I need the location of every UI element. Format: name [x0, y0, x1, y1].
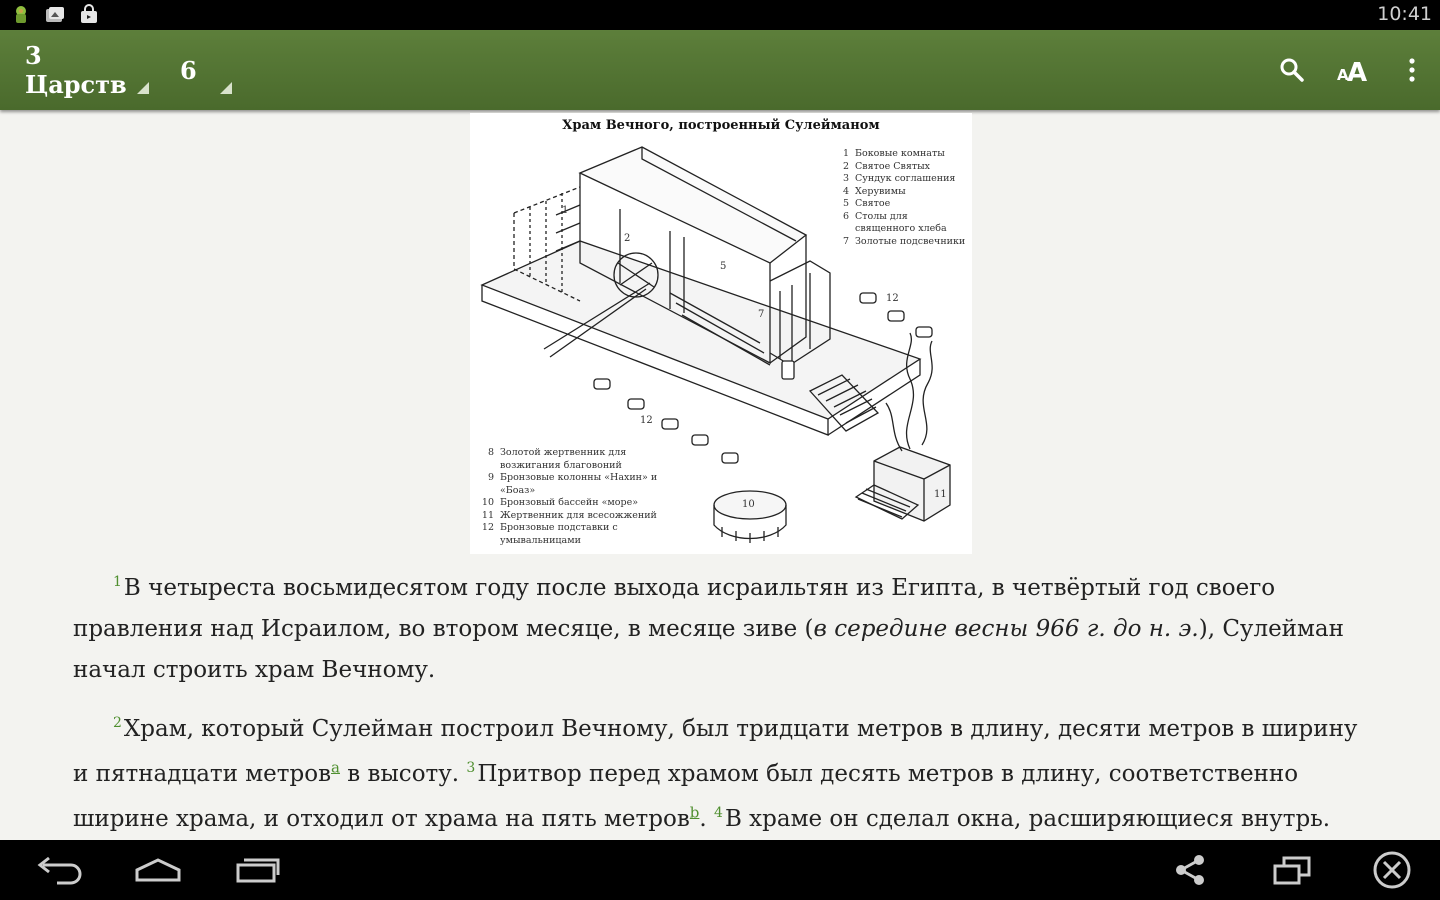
verse-text: . [699, 806, 715, 832]
status-time: 10:41 [1377, 3, 1432, 25]
legend-item: 10 Бронзовый бассейн «море» [481, 497, 639, 508]
window-button[interactable] [1262, 848, 1322, 892]
legend-item: 1 Боковые комнаты [842, 148, 945, 159]
callout-label: 7 [758, 309, 765, 320]
back-icon [35, 855, 81, 885]
footnote-link[interactable]: b [689, 803, 700, 822]
legend-item: 8 Золотой жертвенник для возжигания благовоний [487, 447, 627, 471]
search-icon [1279, 57, 1305, 83]
recent-apps-button[interactable] [228, 848, 288, 892]
search-button[interactable] [1270, 48, 1314, 92]
callout-label: 5 [720, 261, 727, 272]
figure-legend-bottom [478, 447, 688, 547]
legend-item: 6 Столы для священного хлеба [842, 210, 947, 234]
figure-legend-top [833, 148, 969, 248]
callout-label: 2 [624, 233, 631, 244]
verse-text: в высоту. [339, 761, 467, 787]
verse-text: Храм, который Сулейман построил Вечному, был тридцати метров в длину, десяти метров в ширину и пятнадцати метров [73, 716, 1358, 787]
share-button[interactable] [1160, 848, 1220, 892]
dropdown-indicator-icon [137, 82, 149, 94]
verse-text: ), Сулейман начал строить храм Вечному. [73, 616, 1344, 683]
callout-label: 1 [562, 205, 569, 216]
shopping-bag-icon [78, 4, 100, 26]
legend-item: 11 Жертвенник для всесожжений [481, 509, 657, 521]
book-title: 3 Царств [25, 41, 127, 99]
callout-label: 10 [742, 499, 755, 510]
window-icon [1272, 854, 1312, 886]
footnote-link[interactable]: a [331, 758, 340, 777]
figure-title: Храм Вечного, построенный Сулейманом [562, 118, 880, 133]
system-nav-bar [0, 840, 1440, 900]
reading-content[interactable] [0, 110, 1440, 840]
status-bar [0, 0, 1440, 30]
action-bar [0, 30, 1440, 110]
home-icon [133, 856, 183, 884]
legend-item: 4 Херувимы [842, 185, 906, 197]
verse-text: В четыреста восьмидесятом году после выхода исраильтян из Египта, в четвёртый год своего правления над Исраилом, во втором месяце, в месяце зиве ( [73, 575, 1276, 642]
legend-item: 5 Святое [842, 198, 891, 209]
share-icon [1173, 854, 1207, 886]
close-button[interactable] [1362, 848, 1422, 892]
callout-label: 12 [886, 293, 899, 304]
overflow-menu-button[interactable] [1390, 48, 1434, 92]
verse-number[interactable]: 2 [113, 715, 122, 732]
android-icon [10, 4, 32, 26]
dropdown-indicator-icon [220, 82, 232, 94]
svg-text:A: A [1347, 58, 1368, 88]
chapter-number: 6 [180, 55, 197, 85]
legend-item: 2 Святое Святых [842, 160, 931, 172]
book-selector[interactable] [25, 30, 147, 110]
legend-item: 9 Бронзовые колонны «Нахин» и «Боаз» [487, 472, 658, 496]
font-size-icon [1335, 56, 1369, 88]
close-circle-icon [1372, 850, 1412, 890]
back-button[interactable] [28, 848, 88, 892]
temple-illustration [470, 113, 972, 554]
svg-text:A: A [1337, 66, 1349, 84]
home-button[interactable] [128, 848, 188, 892]
callout-label: 11 [934, 489, 947, 500]
overflow-menu-icon [1408, 57, 1416, 83]
verse-text: В храме он сделал окна, расширяющиеся внутрь. [724, 806, 1331, 832]
legend-item: 12 Бронзовые подставки с умывальницами [481, 522, 618, 546]
photo-icon [44, 4, 66, 26]
legend-item: 3 Сундук соглашения [842, 173, 956, 184]
verse-note-italic: в середине весны 966 г. до н. э. [813, 616, 1199, 642]
verse-number[interactable]: 3 [466, 760, 476, 777]
legend-item: 7 Золотые подсвечники [842, 235, 966, 247]
recent-apps-icon [234, 855, 282, 885]
verse-text: Притвор перед храмом был десять метров в длину, соответственно ширине храма, и отходил от храма на пять метров [73, 761, 1299, 832]
verse-number[interactable]: 4 [714, 805, 723, 822]
callout-label: 12 [640, 415, 653, 426]
verse-number[interactable]: 1 [113, 574, 122, 591]
font-size-button[interactable] [1330, 48, 1374, 92]
verse-paragraph [73, 568, 1373, 691]
chapter-selector[interactable] [180, 30, 230, 110]
